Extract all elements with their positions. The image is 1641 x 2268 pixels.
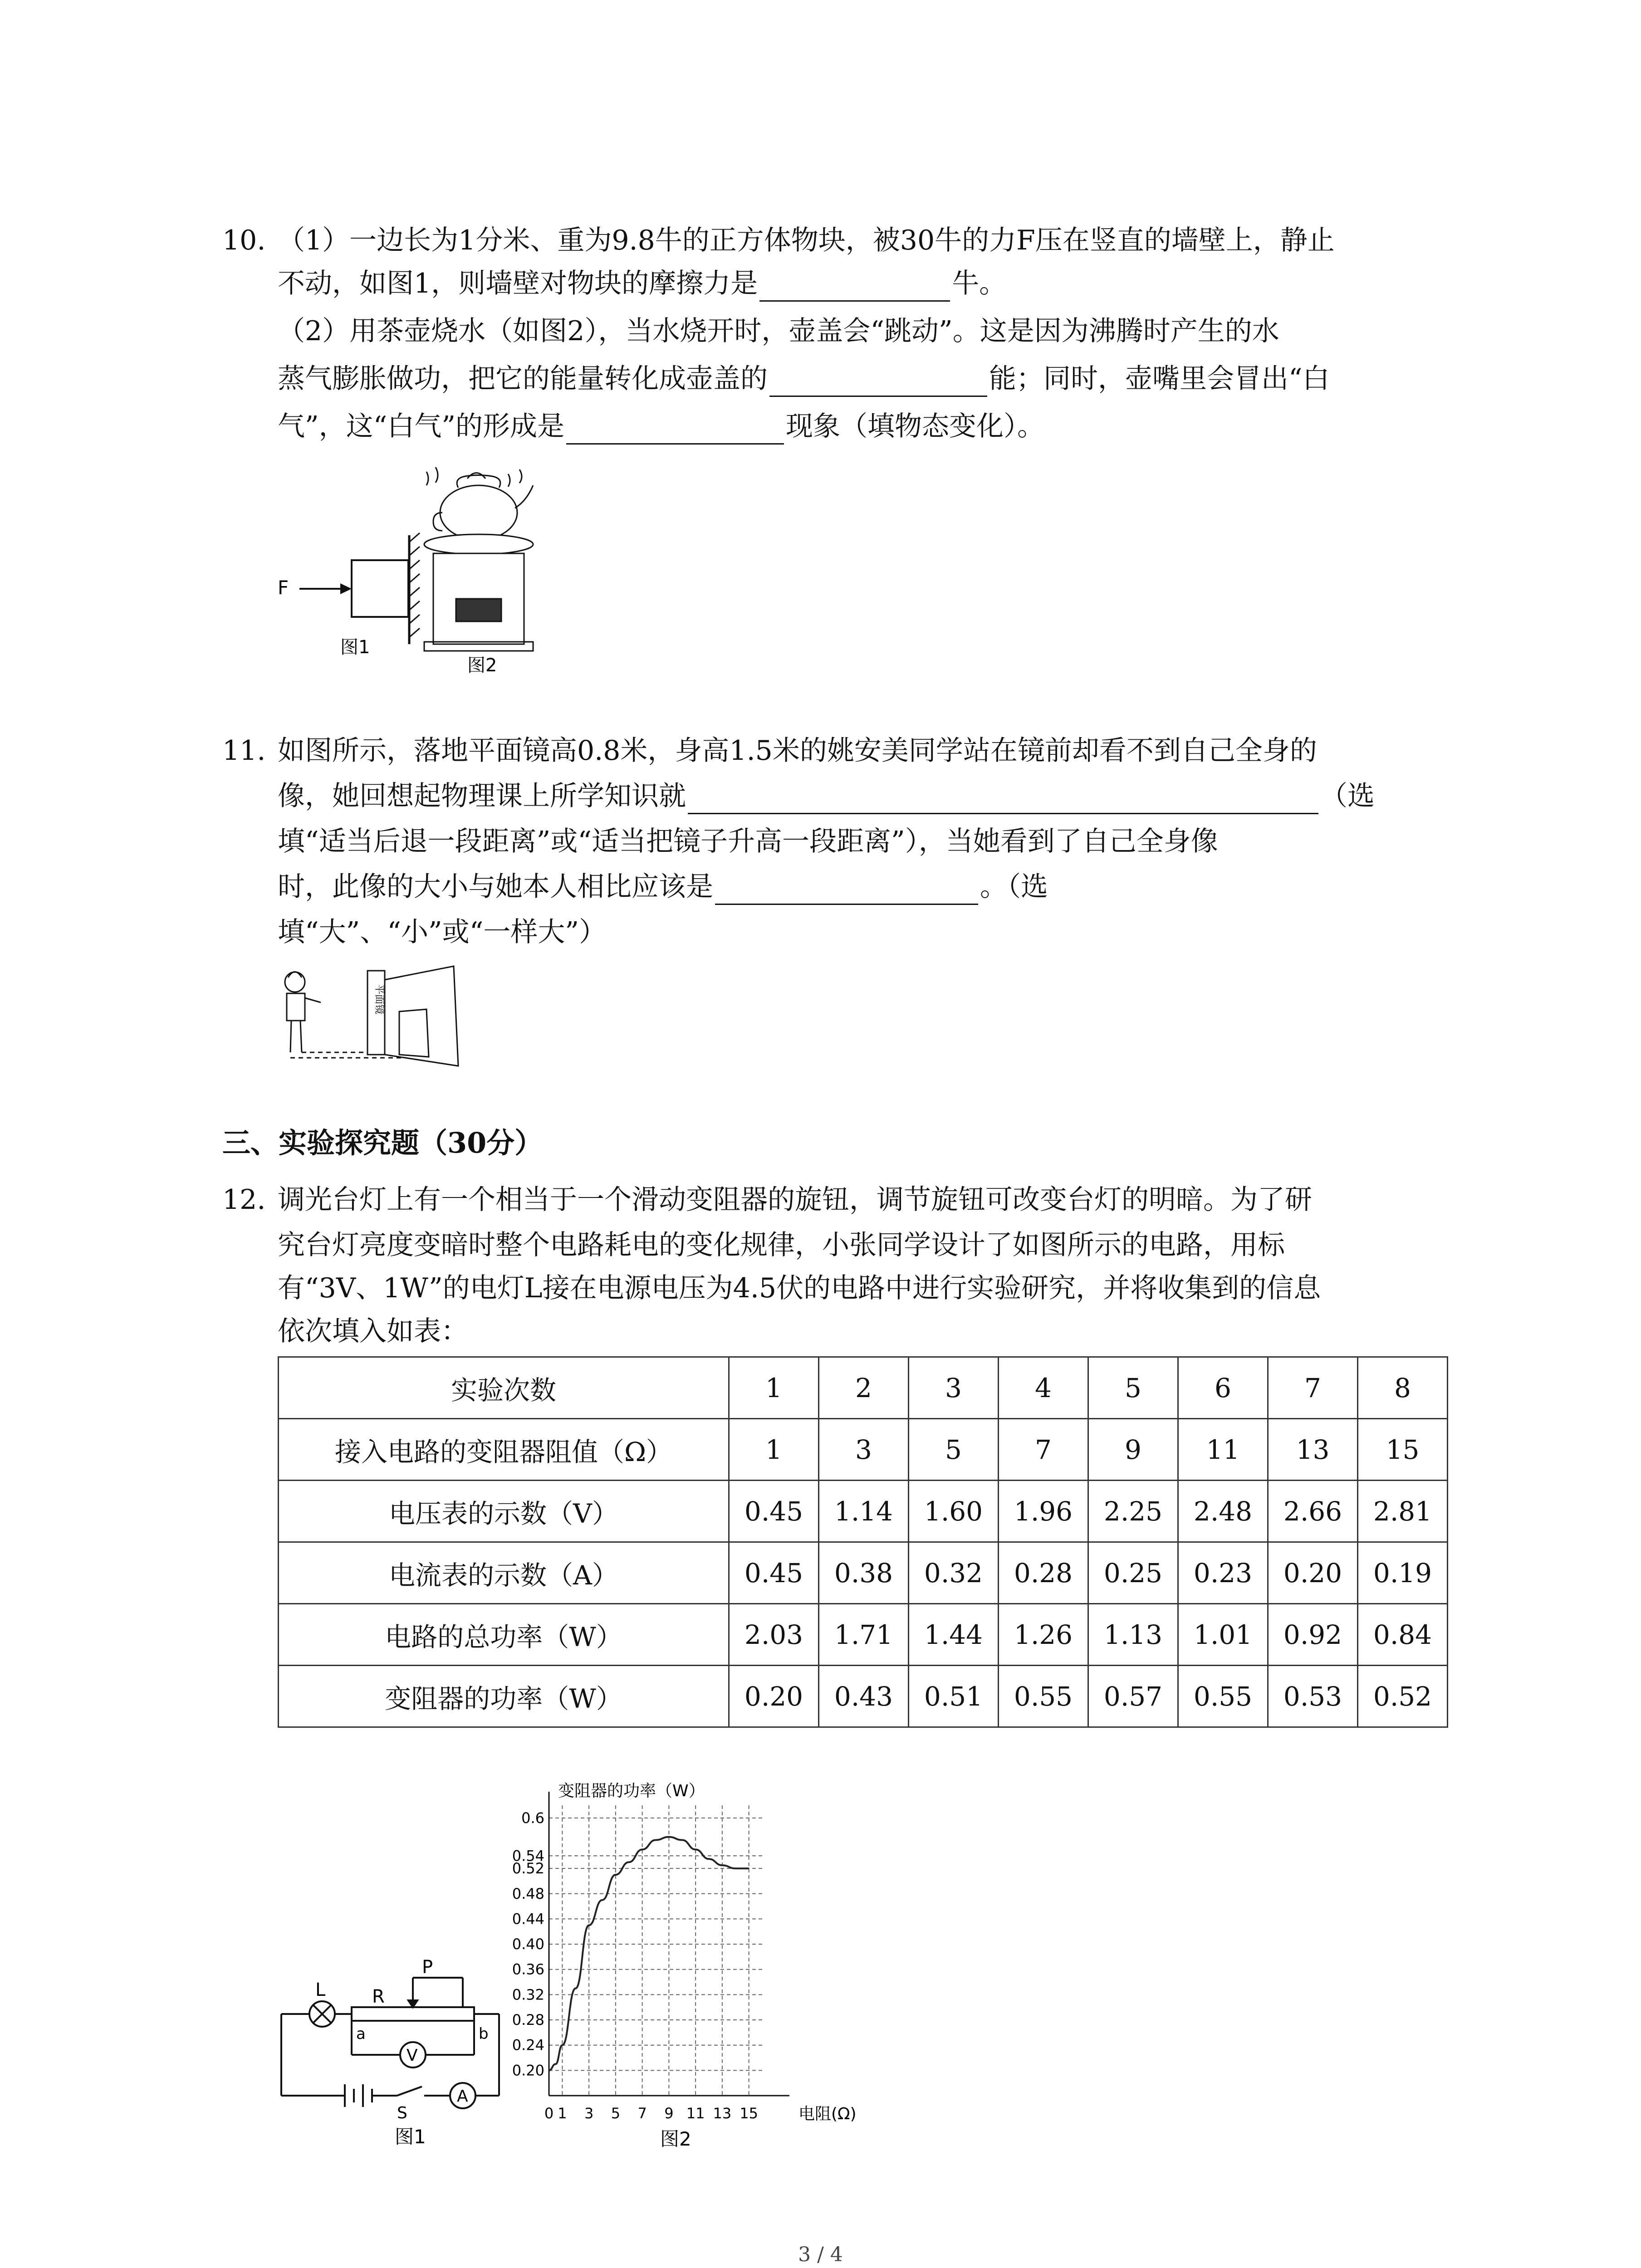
y-tick-label: 0.24 <box>512 2036 544 2054</box>
terminal-b-label: b <box>479 2025 489 2043</box>
voltmeter-label: V <box>407 2046 418 2065</box>
table-cell: 0.55 <box>1178 1666 1268 1727</box>
table-cell: 0.55 <box>999 1666 1088 1727</box>
q10-line4 <box>278 361 1330 397</box>
table-cell: 0.84 <box>1358 1604 1448 1666</box>
table-cell: 0.32 <box>909 1542 999 1604</box>
section3-title: 三、实验探究题（30分） <box>222 1126 543 1159</box>
q11-line5: 填“大”、“小”或“一样大”） <box>278 916 607 948</box>
q12-line4: 依次填入如表： <box>278 1315 468 1347</box>
q10-line4a: 蒸气膨胀做功，把它的能量转化成壶盖的 <box>278 363 768 395</box>
q12-data-table <box>278 1356 1448 1728</box>
page-number: 3 / 4 <box>798 2243 843 2266</box>
table-cell: 0.38 <box>819 1542 909 1604</box>
y-tick-label: 0.6 <box>521 1809 544 1827</box>
table-row <box>279 1604 1448 1666</box>
table-cell: 3 <box>909 1357 999 1419</box>
table-cell: 2.03 <box>729 1604 819 1666</box>
q10-line2a: 不动，如图1，则墙壁对物块的摩擦力是 <box>278 268 758 299</box>
table-cell: 0.45 <box>729 1542 819 1604</box>
table-cell: 1.96 <box>999 1481 1088 1542</box>
terminal-a-label: a <box>356 2025 366 2043</box>
row-header: 接入电路的变阻器阻值（Ω） <box>279 1419 729 1481</box>
y-tick-label: 0.36 <box>512 1960 544 1978</box>
table-cell: 1 <box>729 1419 819 1481</box>
fig2-caption: 图2 <box>467 655 497 676</box>
table-cell: 13 <box>1268 1419 1358 1481</box>
table-cell: 4 <box>999 1357 1088 1419</box>
q12-power-chart <box>490 1778 880 2150</box>
y-tick-label: 0.28 <box>512 2011 544 2029</box>
row-header: 电压表的示数（V） <box>279 1481 729 1542</box>
q10-line5 <box>278 408 1044 445</box>
table-cell: 0.19 <box>1358 1542 1448 1604</box>
q10-blank-friction[interactable] <box>759 272 950 302</box>
q11-line4 <box>278 869 1048 905</box>
q12-circuit-figure <box>272 1896 517 2150</box>
table-cell: 5 <box>909 1419 999 1481</box>
q12-line2: 究台灯亮度变暗时整个电路耗电的变化规律，小张同学设计了如图所示的电路，用标 <box>278 1229 1285 1261</box>
table-cell: 2.48 <box>1178 1481 1268 1542</box>
table-cell: 3 <box>819 1419 909 1481</box>
table-cell: 11 <box>1178 1419 1268 1481</box>
y-tick-label: 0.52 <box>512 1860 544 1877</box>
table-cell: 1.01 <box>1178 1604 1268 1666</box>
x-tick-label: 9 <box>664 2105 674 2122</box>
q10-blank-energy[interactable] <box>769 367 987 397</box>
table-cell: 2.66 <box>1268 1481 1358 1542</box>
q11-line4a: 时，此像的大小与她本人相比应该是 <box>278 871 713 903</box>
table-cell: 6 <box>1178 1357 1268 1419</box>
table-row <box>279 1666 1448 1727</box>
x-tick-label: 13 <box>713 2105 732 2122</box>
q10-line1: （1）一边长为1分米、重为9.8牛的正方体物块，被30牛的力F压在竖直的墙壁上，静止 <box>278 225 1335 256</box>
chart-caption: 图2 <box>660 2128 691 2150</box>
q10-line4b: 能；同时，壶嘴里会冒出“白 <box>989 363 1330 395</box>
x-tick-label: 3 <box>584 2105 594 2122</box>
q12-line3: 有“3V、1W”的电灯L接在电源电压为4.5伏的电路中进行实验研究，并将收集到的信息 <box>278 1272 1321 1304</box>
x-tick-label: 7 <box>637 2105 647 2122</box>
table-cell: 0.57 <box>1088 1666 1178 1727</box>
q10-line2 <box>278 265 1006 302</box>
table-cell: 0.45 <box>729 1481 819 1542</box>
table-row <box>279 1542 1448 1604</box>
q11-line2b: （选 <box>1320 780 1375 812</box>
ammeter-label: A <box>457 2087 468 2106</box>
table-cell: 1.60 <box>909 1481 999 1542</box>
lamp-label: L <box>315 1980 326 2000</box>
x-tick-label: 1 <box>558 2105 567 2122</box>
slider-label: P <box>422 1957 433 1978</box>
q12-line1: 调光台灯上有一个相当于一个滑动变阻器的旋钮，调节旋钮可改变台灯的明暗。为了研 <box>278 1184 1312 1216</box>
table-row <box>279 1419 1448 1481</box>
force-label: F <box>278 577 289 599</box>
table-cell: 0.43 <box>819 1666 909 1727</box>
fig1-block-on-wall <box>278 533 420 658</box>
q12-number: 12. <box>222 1184 266 1216</box>
table-row <box>279 1357 1448 1419</box>
q11-line2a: 像，她回想起物理课上所学知识就 <box>278 780 686 812</box>
q11-number: 11. <box>222 735 266 767</box>
table-cell: 7 <box>1268 1357 1358 1419</box>
table-cell: 0.92 <box>1268 1604 1358 1666</box>
q11-blank-size[interactable] <box>715 875 978 905</box>
fig2-kettle-on-stove <box>424 467 533 651</box>
table-cell: 5 <box>1088 1357 1178 1419</box>
table-cell: 0.53 <box>1268 1666 1358 1727</box>
table-cell: 0.20 <box>1268 1542 1358 1604</box>
table-cell: 1.71 <box>819 1604 909 1666</box>
table-cell: 1.14 <box>819 1481 909 1542</box>
q11-blank-method[interactable] <box>688 785 1318 814</box>
y-tick-label: 0.40 <box>512 1936 544 1953</box>
y-tick-label: 0.20 <box>512 2062 544 2079</box>
row-header: 实验次数 <box>279 1357 729 1419</box>
power-curve <box>549 1837 749 2071</box>
row-header: 电路的总功率（W） <box>279 1604 729 1666</box>
table-cell: 0.20 <box>729 1666 819 1727</box>
q10-number: 10. <box>222 225 266 256</box>
table-row <box>279 1481 1448 1542</box>
row-header: 电流表的示数（A） <box>279 1542 729 1604</box>
table-cell: 2.25 <box>1088 1481 1178 1542</box>
table-cell: 1.44 <box>909 1604 999 1666</box>
y-tick-label: 0.48 <box>512 1885 544 1902</box>
q10-line5b: 现象（填物态变化）。 <box>786 411 1045 442</box>
x-tick-label: 15 <box>740 2105 758 2122</box>
row-header: 变阻器的功率（W） <box>279 1666 729 1727</box>
cube-block <box>352 560 408 617</box>
table-cell: 1 <box>729 1357 819 1419</box>
table-cell: 0.23 <box>1178 1542 1268 1604</box>
table-cell: 0.51 <box>909 1666 999 1727</box>
y-tick-label: 0.54 <box>512 1847 544 1865</box>
rheostat-label: R <box>372 1986 385 2007</box>
q10-blank-phase[interactable] <box>566 415 784 445</box>
x-tick-label: 5 <box>611 2105 621 2122</box>
switch-label: S <box>397 2104 407 2122</box>
table-cell: 0.52 <box>1358 1666 1448 1727</box>
table-cell: 15 <box>1358 1419 1448 1481</box>
table-cell: 9 <box>1088 1419 1178 1481</box>
table-cell: 1.13 <box>1088 1604 1178 1666</box>
fig1-caption: 图1 <box>340 637 370 658</box>
mirror-label: 平面镜 <box>373 984 385 1015</box>
table-cell: 0.28 <box>999 1542 1088 1604</box>
q10-figures <box>272 463 581 680</box>
q11-line3: 填“适当后退一段距离”或“适当把镜子升高一段距离”），当她看到了自己全身像 <box>278 826 1218 857</box>
table-cell: 2 <box>819 1357 909 1419</box>
q11-line2 <box>278 778 1375 814</box>
chart-xlabel: 电阻(Ω) <box>798 2105 857 2123</box>
q10-line5a: 气”，这“白气”的形成是 <box>278 411 565 442</box>
circuit-caption: 图1 <box>395 2126 426 2148</box>
chart-ylabel: 变阻器的功率（W） <box>558 1782 705 1800</box>
q11-line4b: 。（选 <box>980 871 1048 903</box>
q10-line3: （2）用茶壶烧水（如图2），当水烧开时，壶盖会“跳动”。这是因为沸腾时产生的水 <box>278 315 1279 347</box>
y-tick-label: 0.32 <box>512 1986 544 2004</box>
q11-line1: 如图所示，落地平面镜高0.8米，身高1.5米的姚安美同学站在镜前却看不到自己全身的 <box>278 735 1317 767</box>
q10-line2b: 牛。 <box>952 268 1007 299</box>
y-tick-label: 0.44 <box>512 1910 544 1928</box>
table-cell: 0.25 <box>1088 1542 1178 1604</box>
x-tick-label: 11 <box>686 2105 705 2122</box>
q11-mirror-figure <box>277 962 467 1070</box>
x-tick-label: 0 <box>544 2105 554 2122</box>
table-cell: 7 <box>999 1419 1088 1481</box>
table-cell: 2.81 <box>1358 1481 1448 1542</box>
table-cell: 1.26 <box>999 1604 1088 1666</box>
table-cell: 8 <box>1358 1357 1448 1419</box>
